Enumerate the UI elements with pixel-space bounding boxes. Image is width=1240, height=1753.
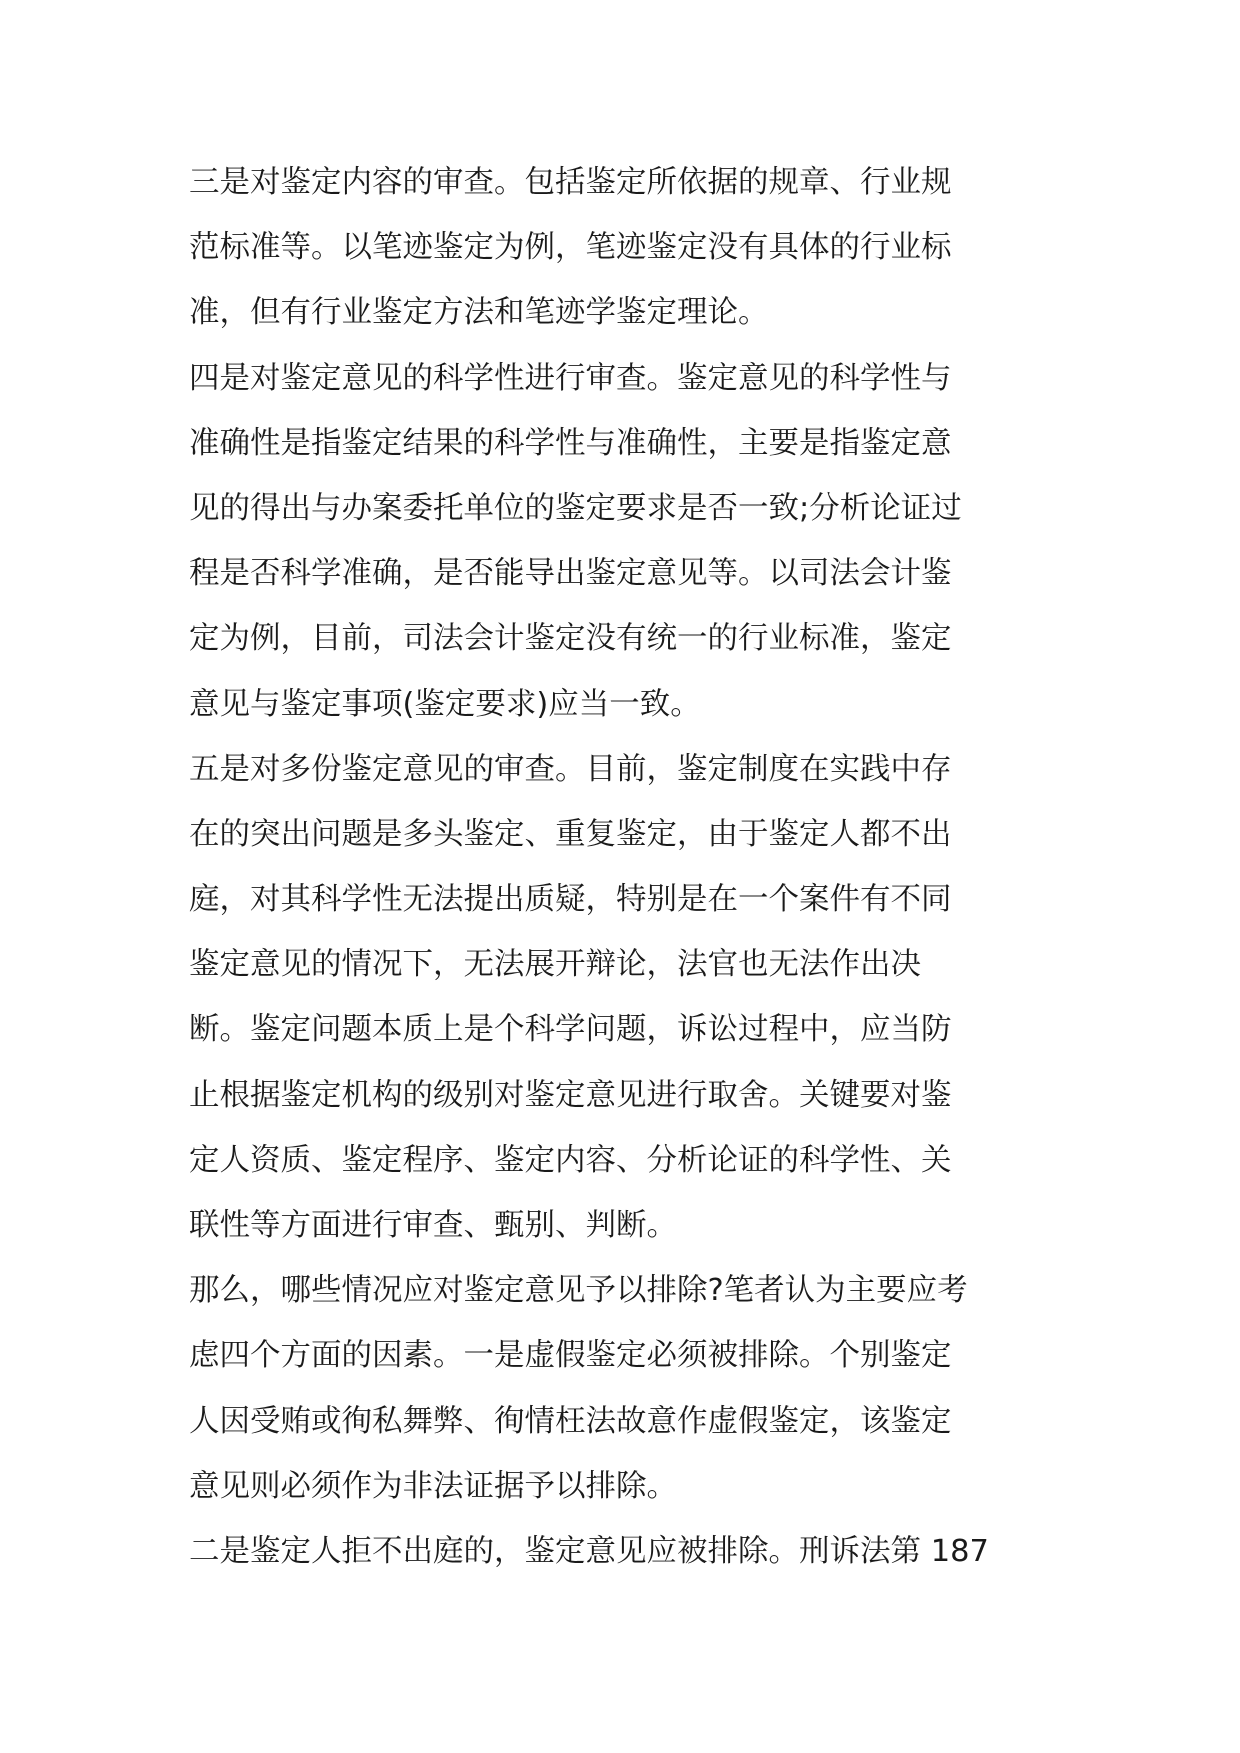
- text-line: 二是鉴定人拒不出庭的，鉴定意见应被排除。刑诉法第 187: [189, 1533, 989, 1569]
- text-line: 五是对多份鉴定意见的审查。目前，鉴定制度在实践中存: [189, 751, 952, 787]
- text-line: 定人资质、鉴定程序、鉴定内容、分析论证的科学性、关: [189, 1142, 952, 1178]
- text-line: 准，但有行业鉴定方法和笔迹学鉴定理论。: [189, 295, 769, 331]
- text-line: 断。鉴定问题本质上是个科学问题，诉讼过程中，应当防: [189, 1012, 952, 1048]
- text-line: 定为例，目前，司法会计鉴定没有统一的行业标准，鉴定: [189, 621, 952, 657]
- text-line: 意见则必须作为非法证据予以排除。: [189, 1468, 677, 1504]
- body-text: [189, 150, 1069, 1584]
- text-line: 三是对鉴定内容的审查。包括鉴定所依据的规章、行业规: [189, 165, 952, 200]
- text-line: 程是否科学准确，是否能导出鉴定意见等。以司法会计鉴: [189, 556, 952, 592]
- text-line: 准确性是指鉴定结果的科学性与准确性，主要是指鉴定意: [189, 425, 952, 461]
- text-line: 那么，哪些情况应对鉴定意见予以排除?笔者认为主要应考: [189, 1273, 968, 1309]
- text-line: 虑四个方面的因素。一是虚假鉴定必须被排除。个别鉴定: [189, 1338, 952, 1374]
- text-line: 范标准等。以笔迹鉴定为例，笔迹鉴定没有具体的行业标: [189, 230, 952, 266]
- text-line: 四是对鉴定意见的科学性进行审查。鉴定意见的科学性与: [189, 360, 952, 396]
- text-line: 联性等方面进行审查、甄别、判断。: [189, 1208, 677, 1243]
- text-line: 人因受贿或徇私舞弊、徇情枉法故意作虚假鉴定，该鉴定: [189, 1403, 952, 1439]
- text-line: 意见与鉴定事项(鉴定要求)应当一致。: [189, 686, 701, 722]
- text-line: 庭，对其科学性无法提出质疑，特别是在一个案件有不同: [189, 882, 952, 918]
- text-line: 鉴定意见的情况下，无法展开辩论，法官也无法作出决: [189, 947, 921, 983]
- text-line: 止根据鉴定机构的级别对鉴定意见进行取舍。关键要对鉴: [189, 1077, 952, 1113]
- text-line: 在的突出问题是多头鉴定、重复鉴定，由于鉴定人都不出: [189, 816, 952, 852]
- text-line: 见的得出与办案委托单位的鉴定要求是否一致;分析论证过: [189, 490, 962, 526]
